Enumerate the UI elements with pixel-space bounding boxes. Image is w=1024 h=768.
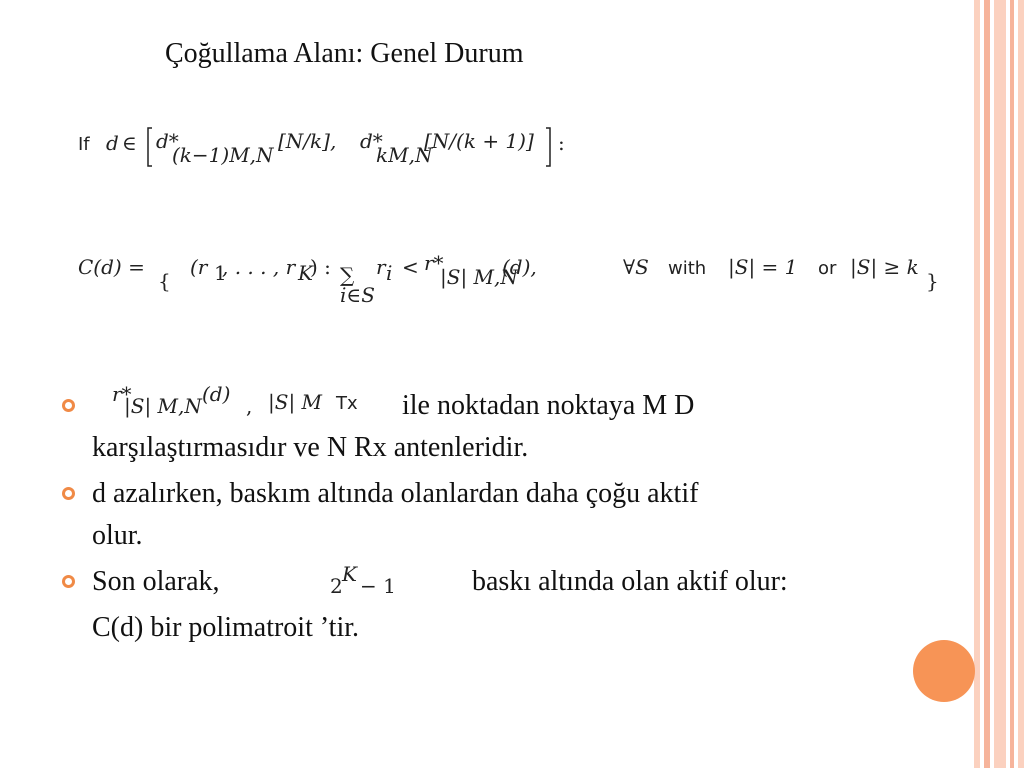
inline-math-2k xyxy=(328,565,428,601)
formula-forall: ∀S xyxy=(623,255,649,279)
formula-d-symbol: d xyxy=(106,131,119,155)
inline-math-rstar-sub: |S| M,N xyxy=(124,394,202,418)
formula-dstar-2-arg: [N/(k + 1)] xyxy=(424,129,534,153)
formula-rstar-arg: (d), xyxy=(502,255,537,279)
formula-tuple-open: (r xyxy=(190,255,208,279)
bullet-marker-icon xyxy=(62,575,75,588)
stripe-2 xyxy=(984,0,990,768)
formula-dstar-1-arg: [N/k], xyxy=(278,129,337,153)
bullet-1-text-a: ile noktadan noktaya M D xyxy=(402,390,695,421)
stripe-5 xyxy=(1018,0,1024,768)
bullet-2-text-b: olur. xyxy=(92,520,143,551)
decorative-circle xyxy=(913,640,975,702)
inline-math-2k-tail: − 1 xyxy=(360,574,396,598)
stripe-4 xyxy=(1010,0,1014,768)
formula-tuple-sub1: 1 xyxy=(214,261,227,285)
formula-with: with xyxy=(668,258,707,279)
formula-r-i-sub: i xyxy=(386,261,393,285)
decorative-stripes xyxy=(974,0,1024,768)
bullet-2-text-a: d azalırken, baskım altında olanlardan daha çoğu aktif xyxy=(92,478,699,509)
right-brace: } xyxy=(926,269,939,293)
formula-rstar-sub: |S| M,N xyxy=(440,265,518,289)
bullet-item-2 xyxy=(62,473,962,557)
formula-tuple-end: ) : xyxy=(310,255,331,279)
left-bracket xyxy=(148,128,152,166)
inline-math-rstar-symbol: r* xyxy=(112,382,132,406)
formula-dstar-2: d* xyxy=(360,129,383,153)
formula-rstar: r* xyxy=(424,251,444,275)
stripe-1 xyxy=(974,0,980,768)
bullet-item-3 xyxy=(62,561,962,645)
formula-r-i: r xyxy=(376,255,386,279)
formula-cond2: |S| ≥ k xyxy=(850,255,919,279)
formula-less: < xyxy=(402,255,419,279)
formula-image xyxy=(78,110,958,320)
formula-cond1: |S| = 1 xyxy=(728,255,798,279)
formula-dstar-1-sub: (k−1)M,N xyxy=(172,143,274,167)
formula-tuple-mid: , . . . , r xyxy=(222,255,296,279)
inline-math-rstar-arg: (d) xyxy=(202,382,231,406)
formula-dstar-2-sub: kM,N xyxy=(376,143,433,167)
right-bracket xyxy=(546,128,550,166)
left-brace: { xyxy=(158,269,171,293)
sum-symbol: ∑ xyxy=(340,263,355,287)
formula-or: or xyxy=(818,258,837,279)
formula-if-label: If xyxy=(78,134,90,155)
slide-title: Çoğullama Alanı: Genel Durum xyxy=(165,38,524,69)
inline-math-comma: , xyxy=(246,394,253,418)
formula-in-symbol: ∈ xyxy=(122,131,137,155)
bullet-3-text-b: C(d) bir polimatroit ’tir. xyxy=(92,612,360,643)
formula-tuple-subK: K xyxy=(298,261,313,285)
formula-colon: : xyxy=(558,131,565,155)
formula-dstar-1: d* xyxy=(156,129,179,153)
stripe-3 xyxy=(994,0,1006,768)
bullet-item-1 xyxy=(62,382,962,469)
sum-subscript: i∈S xyxy=(340,283,375,307)
bullet-marker-icon xyxy=(62,487,75,500)
inline-math-rstar xyxy=(110,381,410,421)
bullet-1-text-b: karşılaştırmasıdır ve N Rx antenleridir. xyxy=(92,432,529,463)
formula-region-lhs: C(d) = xyxy=(78,255,145,279)
inline-math-2k-sup: K xyxy=(342,565,357,586)
bullet-3-text-a: Son olarak, xyxy=(92,566,220,597)
inline-math-s-m: |S| M xyxy=(268,390,323,414)
inline-math-2k-base: 2 xyxy=(330,574,343,598)
bullet-marker-icon xyxy=(62,399,75,412)
inline-math-tx: Tx xyxy=(336,393,358,414)
bullet-3-text-c: baskı altında olan aktif olur: xyxy=(472,566,788,597)
